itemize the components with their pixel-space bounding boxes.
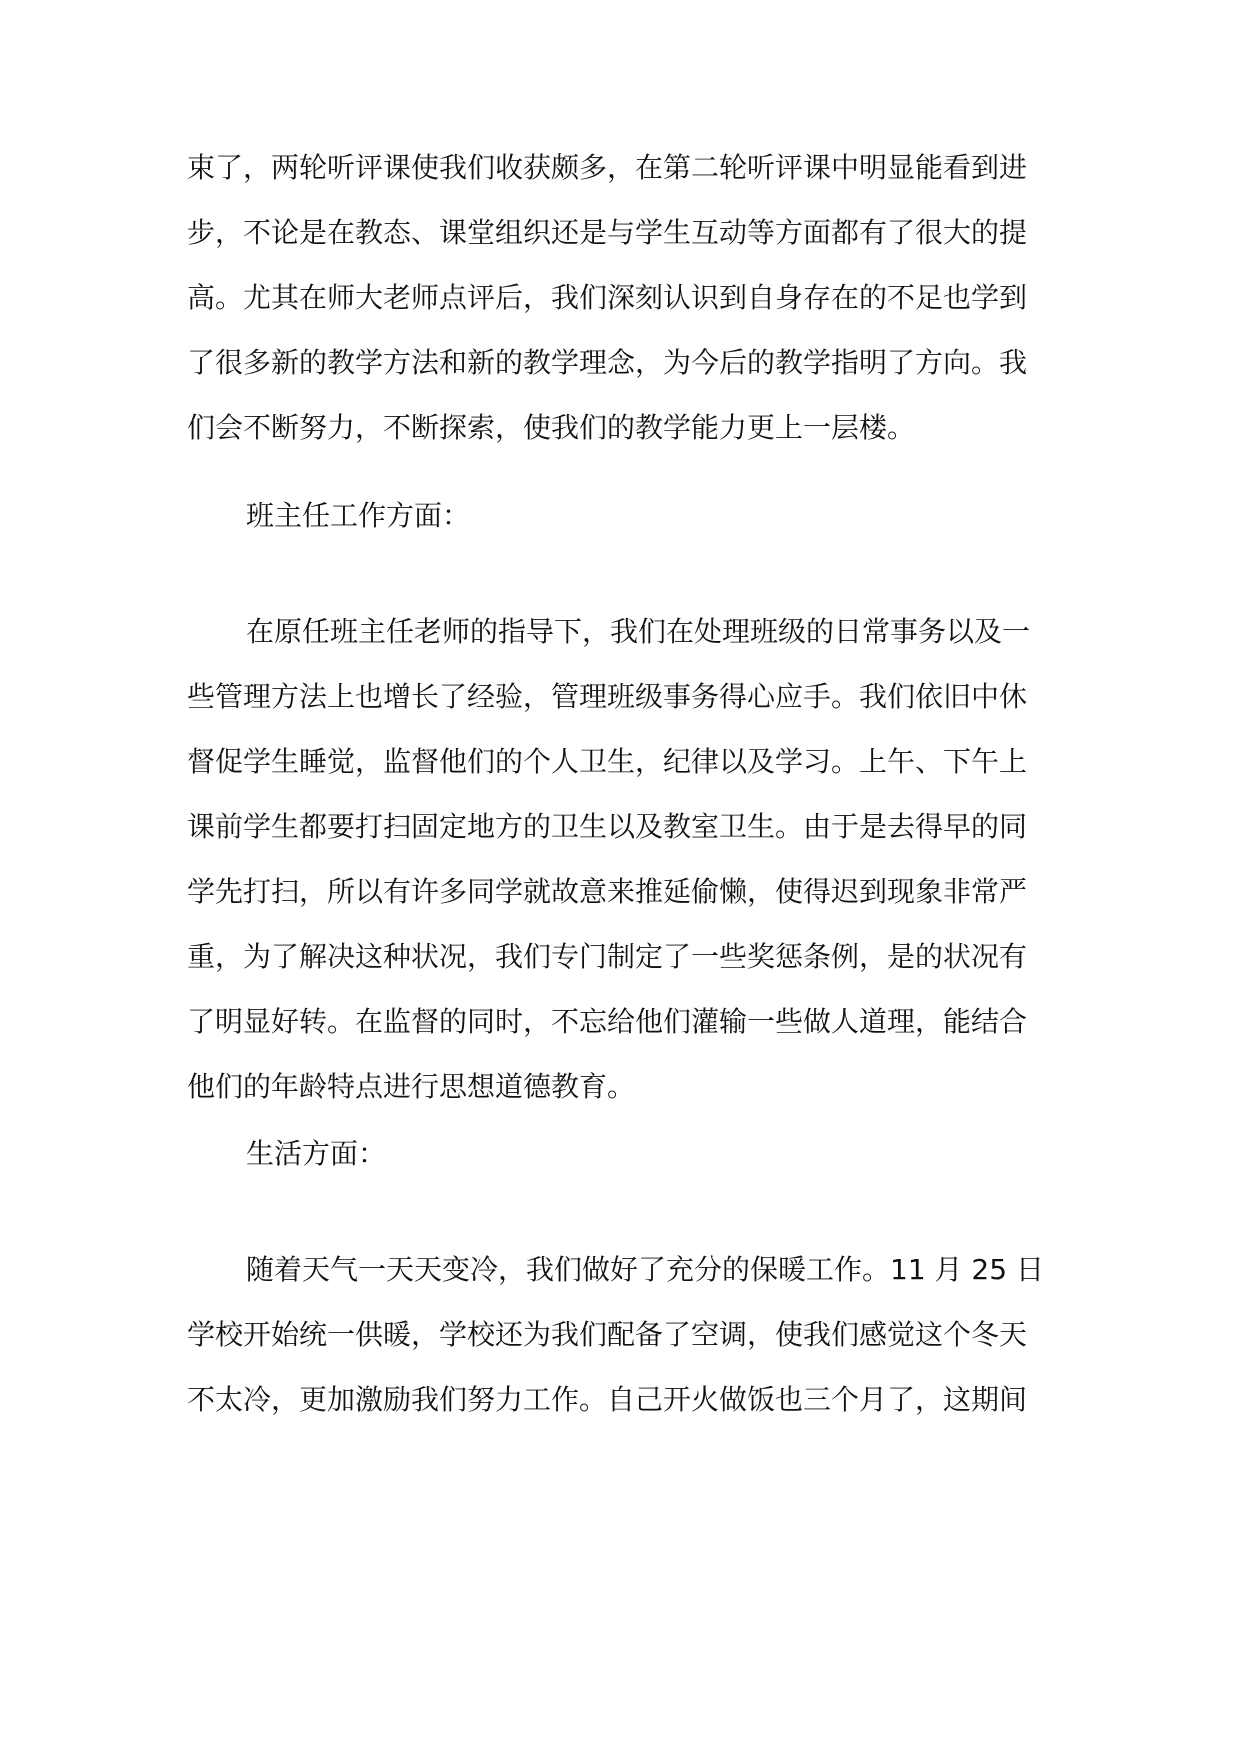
- section-heading-text: 生活方面：: [246, 1137, 387, 1170]
- text-line: 课前学生都要打扫固定地方的卫生以及教室卫生。由于是去得早的同: [187, 810, 1028, 843]
- text-line: 他们的年龄特点进行思想道德教育。: [187, 1070, 636, 1103]
- text-line: 步，不论是在教态、课堂组织还是与学生互动等方面都有了很大的提: [187, 216, 1028, 249]
- section-heading-class-teacher: [187, 483, 1067, 548]
- text-line: 束了，两轮听评课使我们收获颇多，在第二轮听评课中明显能看到进: [187, 151, 1028, 184]
- text-line: 高。尤其在师大老师点评后，我们深刻认识到自身存在的不足也学到: [187, 281, 1028, 314]
- text-line: 重，为了解决这种状况，我们专门制定了一些奖惩条例，是的状况有: [187, 940, 1028, 973]
- text-line: 不太冷，更加激励我们努力工作。自己开火做饭也三个月了，这期间: [187, 1383, 1028, 1416]
- text-line: 些管理方法上也增长了经验，管理班级事务得心应手。我们依旧中休: [187, 680, 1028, 713]
- paragraph-teaching-review: [187, 135, 1067, 460]
- text-line: 了明显好转。在监督的同时，不忘给他们灌输一些做人道理，能结合: [187, 1005, 1028, 1038]
- text-line: 学校开始统一供暖，学校还为我们配备了空调，使我们感觉这个冬天: [187, 1318, 1028, 1351]
- text-line: 随着天气一天天变冷，我们做好了充分的保暖工作。11 月 25 日: [246, 1253, 1044, 1286]
- text-line: 在原任班主任老师的指导下，我们在处理班级的日常事务以及一: [246, 615, 1031, 648]
- text-line: 了很多新的教学方法和新的教学理念，为今后的教学指明了方向。我: [187, 346, 1028, 379]
- paragraph-class-teacher-work: [187, 599, 1067, 1119]
- paragraph-life: [187, 1237, 1067, 1432]
- text-line: 学先打扫，所以有许多同学就故意来推延偷懒，使得迟到现象非常严: [187, 875, 1028, 908]
- section-heading-text: 班主任工作方面：: [246, 499, 471, 532]
- text-line: 们会不断努力，不断探索，使我们的教学能力更上一层楼。: [187, 411, 916, 444]
- text-line: 督促学生睡觉，监督他们的个人卫生，纪律以及学习。上午、下午上: [187, 745, 1028, 778]
- section-heading-life: [187, 1121, 1067, 1186]
